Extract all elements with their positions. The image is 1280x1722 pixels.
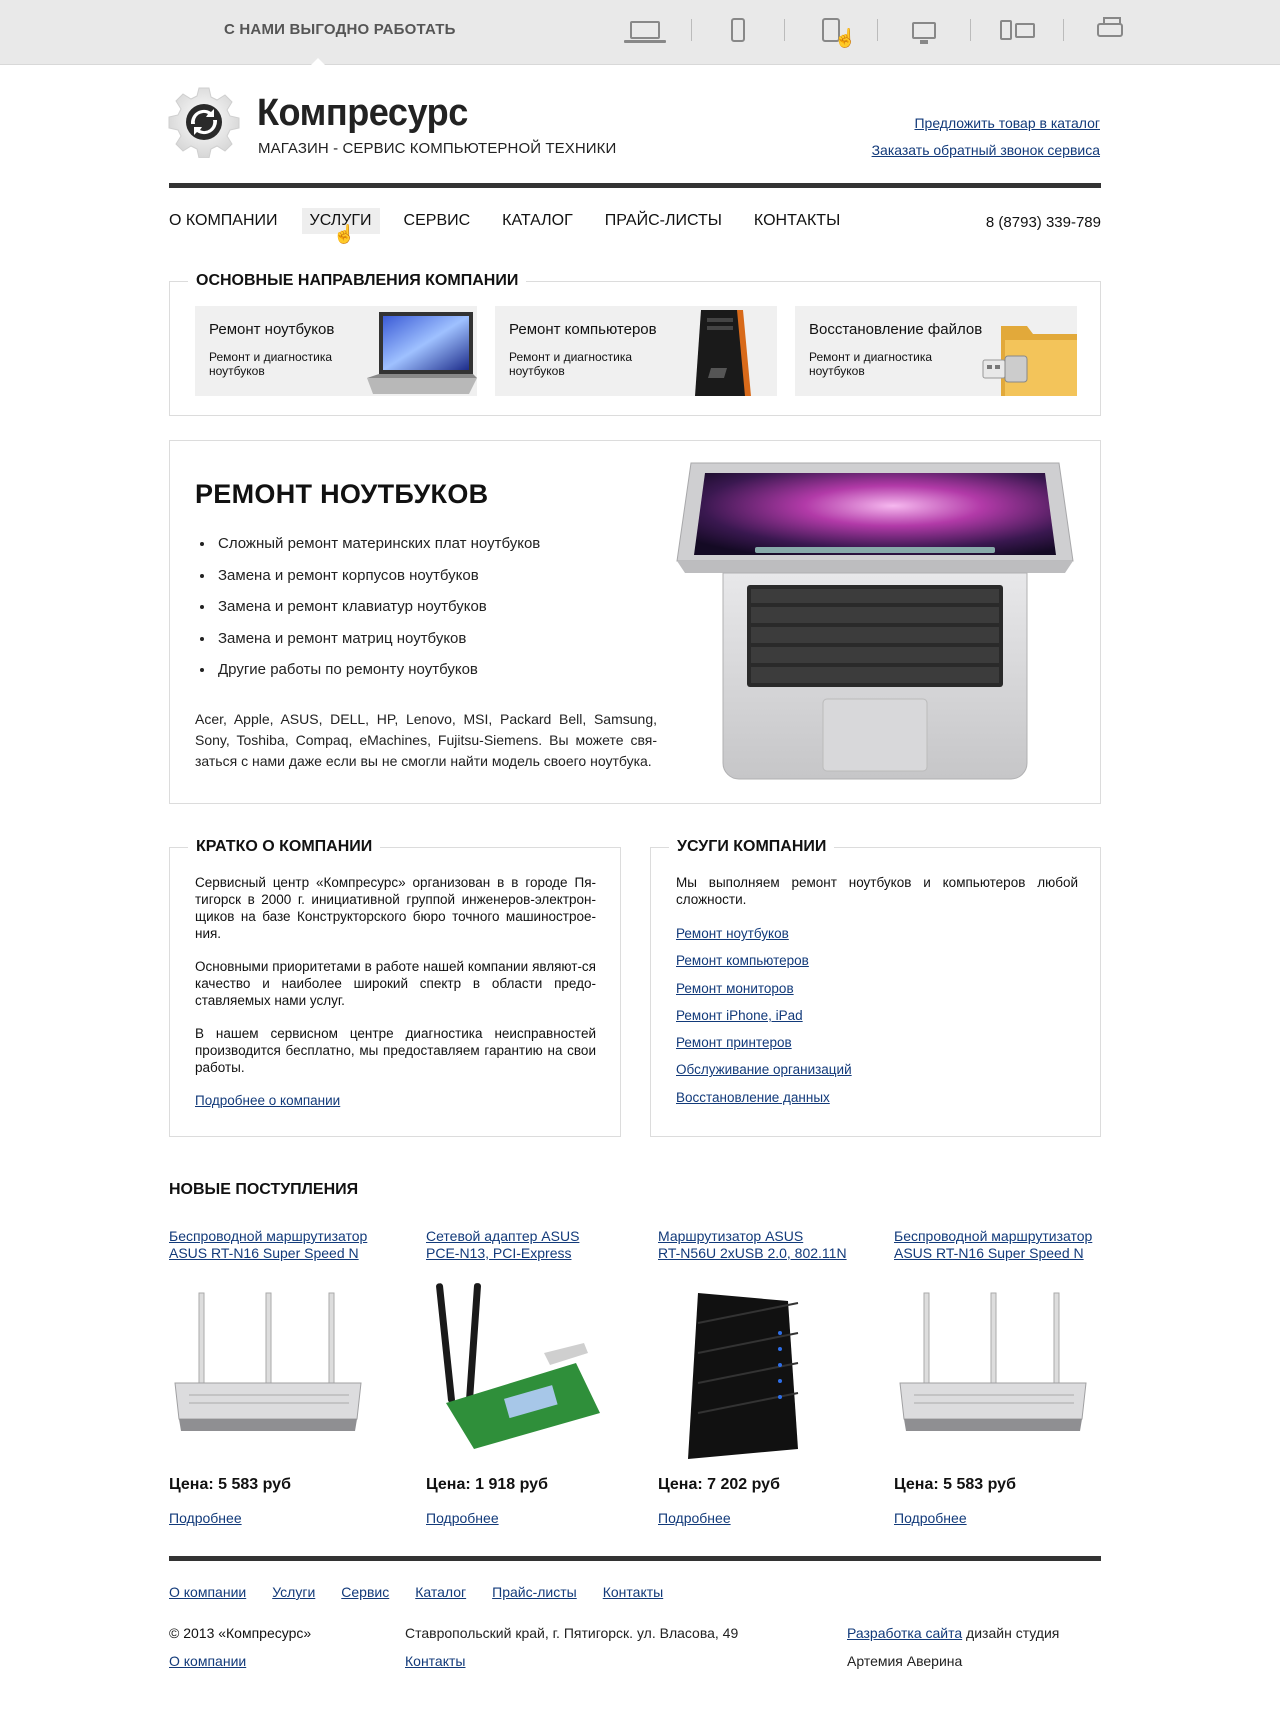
- direction-card-laptops[interactable]: [195, 306, 477, 396]
- services-section: [650, 838, 1101, 1137]
- direction-card-computers[interactable]: [495, 306, 777, 396]
- slogan: С НАМИ ВЫГОДНО РАБОТАТЬ: [224, 21, 456, 38]
- product-name-link[interactable]: Маршрутизатор ASUS RT-N56U 2xUSB 2.0, 802.11N: [658, 1228, 847, 1261]
- direction-card-recovery[interactable]: [795, 306, 1077, 396]
- product-more-link[interactable]: Подробнее: [426, 1510, 499, 1526]
- product-name-link[interactable]: Беспроводной маршрутизатор ASUS RT-N16 Super Speed N: [169, 1228, 368, 1261]
- product-card: [169, 1228, 389, 1526]
- nav-price-lists[interactable]: ПРАЙС-ЛИСТЫ: [604, 212, 722, 229]
- product-name-link[interactable]: Беспроводной маршрутизатор ASUS RT-N16 Super Speed N: [894, 1228, 1093, 1261]
- feature-list: [200, 535, 540, 693]
- product-name-link[interactable]: Сетевой адаптер ASUS PCE-N13, PCI-Express: [426, 1228, 580, 1261]
- about-paragraph: В нашем сервисном центре диагностика неисправностей производится бесплатно, мы предоставляем гарантию на свои работы.: [195, 1026, 596, 1075]
- product-price: Цена: 5 583 руб: [169, 1476, 291, 1493]
- developer-text: дизайн студия: [962, 1625, 1060, 1641]
- folder-usb-image: [981, 320, 1077, 396]
- monitor-icon[interactable]: [899, 14, 949, 46]
- nav-about[interactable]: О КОМПАНИИ: [169, 212, 278, 229]
- direction-card-title: Восстановление файлов: [809, 321, 983, 338]
- divider: [784, 19, 785, 41]
- about-section: [169, 838, 621, 1137]
- router-image: [169, 1283, 369, 1463]
- footer-copyright-block: [169, 1619, 311, 1675]
- product-card: [658, 1228, 878, 1526]
- direction-card-desc: Ремонт и диагностика ноутбуков: [509, 350, 633, 378]
- about-paragraph: Сервисный центр «Компресурс» организован в в городе Пя-тигорск в 2000 г. инициативной группой инженеров-электрон-щиков на базе Конструкторского бюро точного машинострое-ния.: [195, 875, 596, 941]
- feature-title: РЕМОНТ НОУТБУКОВ: [195, 479, 489, 509]
- product-price: Цена: 1 918 руб: [426, 1476, 548, 1493]
- about-title: КРАТКО О КОМПАНИИ: [188, 838, 380, 856]
- service-link-data-recovery[interactable]: Восстановление данных: [676, 1089, 830, 1105]
- computer-tower-image: [681, 308, 761, 396]
- direction-card-title: Ремонт компьютеров: [509, 321, 657, 338]
- directions-title: ОСНОВНЫЕ НАПРАВЛЕНИЯ КОМПАНИИ: [188, 272, 526, 290]
- services-intro: Мы выполняем ремонт ноутбуков и компьютеров любой сложности.: [676, 875, 1078, 907]
- laptop-image: [365, 310, 477, 396]
- printer-icon[interactable]: [1085, 14, 1135, 46]
- services-title: УСУГИ КОМПАНИИ: [669, 838, 834, 856]
- direction-card-title: Ремонт ноутбуков: [209, 321, 335, 338]
- developer-link[interactable]: Разработка сайта: [847, 1625, 963, 1641]
- main-nav: [169, 208, 864, 234]
- top-bar: [0, 0, 1280, 65]
- product-more-link[interactable]: Подробнее: [894, 1510, 967, 1526]
- product-price: Цена: 5 583 руб: [894, 1476, 1016, 1493]
- header-divider: [169, 183, 1101, 188]
- network-adapter-image: [426, 1283, 626, 1463]
- divider: [691, 19, 692, 41]
- about-more-link[interactable]: Подробнее о компании: [195, 1093, 341, 1108]
- footer-address-block: [405, 1619, 738, 1675]
- product-card: [426, 1228, 646, 1526]
- divider: [1063, 19, 1064, 41]
- phone-number: 8 (8793) 339-789: [985, 214, 1101, 231]
- address: Ставропольский край, г. Пятигорск. ул. Власова, 49: [405, 1625, 739, 1641]
- feature-item: Замена и ремонт матриц ноутбуков: [200, 630, 540, 662]
- footer-nav-about[interactable]: О компании: [169, 1584, 247, 1600]
- callback-link[interactable]: Заказать обратный звонок сервиса: [871, 142, 1100, 158]
- brand-subtitle: МАГАЗИН - СЕРВИС КОМПЬЮТЕРНОЙ ТЕХНИКИ: [258, 140, 617, 157]
- product-more-link[interactable]: Подробнее: [169, 1510, 242, 1526]
- slogan-notch: [310, 58, 326, 66]
- footer-developer-block: [847, 1619, 1059, 1675]
- hand-cursor-icon: ☝: [834, 28, 857, 48]
- tablet-icon[interactable]: [806, 14, 856, 46]
- feature-section: [169, 440, 1101, 804]
- about-text: [195, 874, 596, 1109]
- direction-card-desc: Ремонт и диагностика ноутбуков: [809, 350, 933, 378]
- service-link-iphone[interactable]: Ремонт iPhone, iPad: [676, 1007, 803, 1023]
- footer-nav: [169, 1584, 689, 1600]
- feature-item: Замена и ремонт корпусов ноутбуков: [200, 567, 540, 599]
- service-link-computers[interactable]: Ремонт компьютеров: [676, 953, 809, 969]
- phone-icon[interactable]: [713, 14, 763, 46]
- direction-card-desc: Ремонт и диагностика ноутбуков: [209, 350, 333, 378]
- product-more-link[interactable]: Подробнее: [658, 1510, 731, 1526]
- divider: [877, 19, 878, 41]
- macbook-image: [675, 461, 1075, 791]
- feature-brands-text: Acer, Apple, ASUS, DELL, HP, Lenovo, MSI, Packard Bell, Samsung, Sony, Toshiba, Compaq, eMachines, Fujitsu-Siemens. Вы можете свя-заться с нами даже если вы не смогли найти модель своего ноутбука.: [195, 711, 657, 769]
- footer-nav-catalog[interactable]: Каталог: [415, 1584, 467, 1600]
- router-image: [894, 1283, 1094, 1463]
- footer-divider: [169, 1556, 1101, 1561]
- nav-service[interactable]: СЕРВИС: [403, 212, 471, 229]
- footer-nav-contacts[interactable]: Контакты: [602, 1584, 664, 1600]
- hand-cursor-icon: ☝: [333, 224, 356, 244]
- feature-item: Сложный ремонт материнских плат ноутбуков: [200, 535, 540, 567]
- feature-item: Замена и ремонт клавиатур ноутбуков: [200, 598, 540, 630]
- footer-nav-service[interactable]: Сервис: [341, 1584, 390, 1600]
- footer-about-link[interactable]: О компании: [169, 1653, 247, 1669]
- router-tower-image: [658, 1283, 858, 1463]
- nav-contacts[interactable]: КОНТАКТЫ: [753, 212, 841, 229]
- footer-contacts-link[interactable]: Контакты: [405, 1653, 466, 1669]
- product-card: [894, 1228, 1114, 1526]
- footer-nav-price-lists[interactable]: Прайс-листы: [492, 1584, 577, 1600]
- service-link-printers[interactable]: Ремонт принтеров: [676, 1035, 792, 1051]
- nav-catalog[interactable]: КАТАЛОГ: [502, 212, 573, 229]
- divider: [970, 19, 971, 41]
- brand-name[interactable]: Компресурс: [257, 92, 468, 134]
- developer-name: Артемия Аверина: [847, 1653, 963, 1669]
- footer-nav-services[interactable]: Услуги: [272, 1584, 316, 1600]
- directions-section: [169, 272, 1101, 416]
- service-link-organizations[interactable]: Обслуживание организаций: [676, 1062, 852, 1078]
- services-links: [676, 920, 852, 1111]
- logo-gear-icon[interactable]: [168, 86, 240, 158]
- about-paragraph: Основными приоритетами в работе нашей компании являют-ся качество и наиболее широкий спектр в области предо-ставляемых нами услуг.: [195, 959, 596, 1008]
- service-link-monitors[interactable]: Ремонт мониторов: [676, 980, 794, 996]
- feature-item: Другие работы по ремонту ноутбуков: [200, 661, 540, 693]
- nav-services[interactable]: УСЛУГИ: [302, 208, 380, 234]
- copyright: © 2013 «Компресурс»: [169, 1625, 312, 1641]
- product-price: Цена: 7 202 руб: [658, 1476, 780, 1493]
- service-link-laptops[interactable]: Ремонт ноутбуков: [676, 926, 789, 941]
- header-links: [872, 110, 1100, 164]
- suggest-product-link[interactable]: Предложить товар в каталог: [914, 115, 1100, 131]
- device-switcher: [620, 14, 1135, 46]
- new-arrivals-title: НОВЫЕ ПОСТУПЛЕНИЯ: [169, 1181, 359, 1198]
- phone-and-monitor-icon[interactable]: [992, 14, 1042, 46]
- laptop-icon[interactable]: [620, 14, 670, 46]
